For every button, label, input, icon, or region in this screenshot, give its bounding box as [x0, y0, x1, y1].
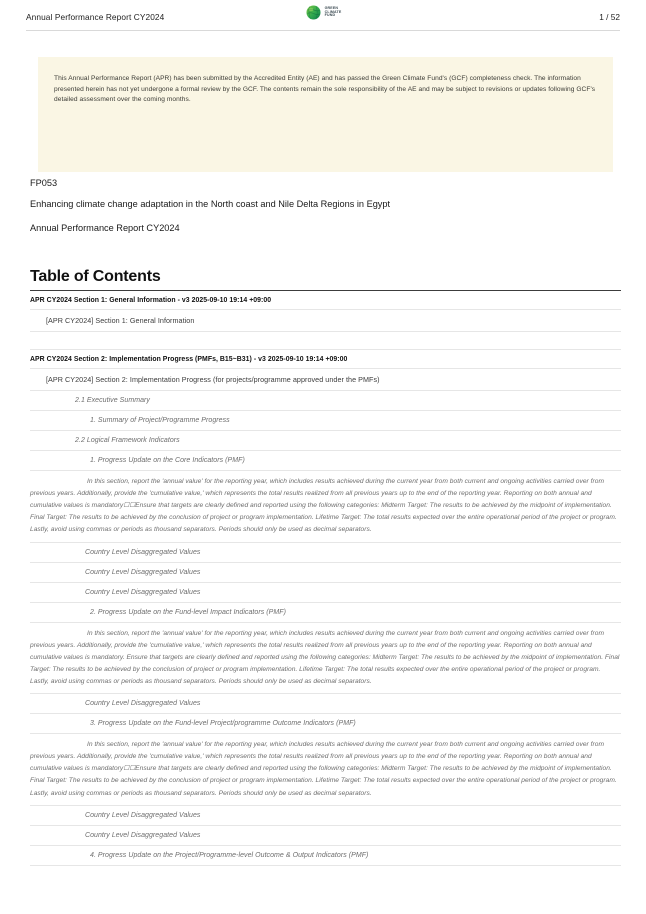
toc-heading: Table of Contents — [30, 268, 621, 291]
logo-text-line1: GREEN — [324, 5, 339, 10]
disclaimer-notice-box — [38, 57, 613, 172]
disclaimer-notice-text: This Annual Performance Report (APR) has been submitted by the Accredited Entity (AE) and has passed the Green Climate Fund's (GCF) completeness check. The information presented herein has not yet undergone a formal review by the GCF. The contents remain the sole responsibility of the AE and may be subject to revisions or updates following GCF's detailed assessment over the coming months. — [54, 75, 596, 104]
toc-entry[interactable]: Country Level Disaggregated Values — [30, 694, 621, 714]
toc-guidance-paragraph — [30, 471, 621, 543]
toc-entry[interactable]: 3. Progress Update on the Fund-level Project/programme Outcome Indicators (PMF) — [30, 714, 621, 734]
toc-subsection-entry[interactable]: [APR CY2024] Section 1: General Information — [30, 310, 621, 332]
toc-entry[interactable]: 1. Progress Update on the Core Indicators (PMF) — [30, 451, 621, 471]
toc-entry[interactable]: Country Level Disaggregated Values — [30, 583, 621, 603]
toc-spacer-row — [30, 332, 621, 350]
report-subtitle: Annual Performance Report CY2024 — [30, 223, 180, 233]
header-divider — [26, 30, 620, 31]
toc-entry[interactable]: 4. Progress Update on the Project/Programme-level Outcome & Output Indicators (PMF) — [30, 846, 621, 866]
page-header — [0, 0, 646, 34]
toc-guidance-paragraph — [30, 734, 621, 806]
toc-entry[interactable]: Country Level Disaggregated Values — [30, 543, 621, 563]
toc-section-header[interactable]: APR CY2024 Section 1: General Information - v3 2025-09-10 19:14 +09:00 — [30, 291, 621, 310]
table-of-contents — [30, 268, 621, 866]
logo-text-line3: FUND — [324, 13, 336, 18]
logo-text-line2: CLIMATE — [324, 9, 342, 14]
toc-entry[interactable]: Country Level Disaggregated Values — [30, 563, 621, 583]
project-name: Enhancing climate change adaptation in the North coast and Nile Delta Regions in Egypt — [30, 199, 391, 209]
globe-icon — [305, 4, 322, 21]
toc-subsection-entry[interactable]: [APR CY2024] Section 2: Implementation Progress (for projects/programme approved under the PMFs) — [30, 369, 621, 391]
toc-guidance-paragraph — [30, 623, 621, 695]
toc-section-header[interactable]: APR CY2024 Section 2: Implementation Progress (PMFs, B15~B31) - v3 2025-09-10 19:14 +09:00 — [30, 350, 621, 369]
toc-entry[interactable]: 2.1 Executive Summary — [30, 391, 621, 411]
document-title-block — [30, 178, 610, 233]
toc-entry[interactable]: 2. Progress Update on the Fund-level Impact Indicators (PMF) — [30, 603, 621, 623]
toc-entry[interactable]: 2.2 Logical Framework Indicators — [30, 431, 621, 451]
toc-list — [30, 291, 621, 866]
toc-entry[interactable]: Country Level Disaggregated Values — [30, 806, 621, 826]
paragraph-text: In this section, report the 'annual value' for the reporting year, which includes results achieved during the current year from both current and ongoing activities carried over from previous years. Additionally, provide the 'cumulative value,' which represents the total results realized from all previous years up to the end of the reporting year. Reporting on both annual and cumulative values is mandatory☐☐Ensure that targets are clearly defined and reported using the following categories: Midterm Target: The results to be achieved by the midpoint of implementation. Final Target: The results to be achieved by the conclusion of project or program implementation. Lifetime Target: The total results expected over the entire operational period of the project or program. Lastly, avoid using commas or periods as thousand separators. Periods should only be used as decimal separators. — [30, 478, 617, 534]
paragraph-text: In this section, report the 'annual value' for the reporting year, which includes results achieved during the current year from both current and ongoing activities carried over from previous years. Additionally, provide the 'cumulative value,' which represents the total results realized from all previous years up to the end of the reporting year. Reporting on both annual and cumulative values is mandatory☐☐Ensure that targets are clearly defined and reported using the following categories: Midterm Target: The results to be achieved by the midpoint of implementation. Final Target: The results to be achieved by the conclusion of project or program implementation. Lifetime Target: The total results expected over the entire operational period of the project or program. Lastly, avoid using commas or periods as thousand separators. Periods should only be used as decimal separators. — [30, 741, 617, 797]
project-code: FP053 — [30, 178, 58, 188]
toc-entry[interactable]: 1. Summary of Project/Programme Progress — [30, 411, 621, 431]
toc-entry[interactable]: Country Level Disaggregated Values — [30, 826, 621, 846]
page-number-indicator: 1 / 52 — [599, 12, 620, 22]
header-document-title: Annual Performance Report CY2024 — [26, 12, 165, 22]
paragraph-text: In this section, report the 'annual value' for the reporting year, which includes results achieved during the current year from both current and ongoing activities carried over from previous years. Additionally, provide the 'cumulative value,' which represents the total results realized from all previous years up to the end of the reporting year. Reporting on both annual and cumulative values is mandatory. Ensure that targets are clearly defined and reported using the following categories: Midterm Target: The results to be achieved by the midpoint of implementation. Final Target: The results to be achieved by the conclusion of project or program implementation. Lifetime Target: The total results expected over the entire operational period of the project or program. Lastly, avoid using commas or periods as thousand separators. Periods should only be used as decimal separators. — [30, 629, 620, 685]
